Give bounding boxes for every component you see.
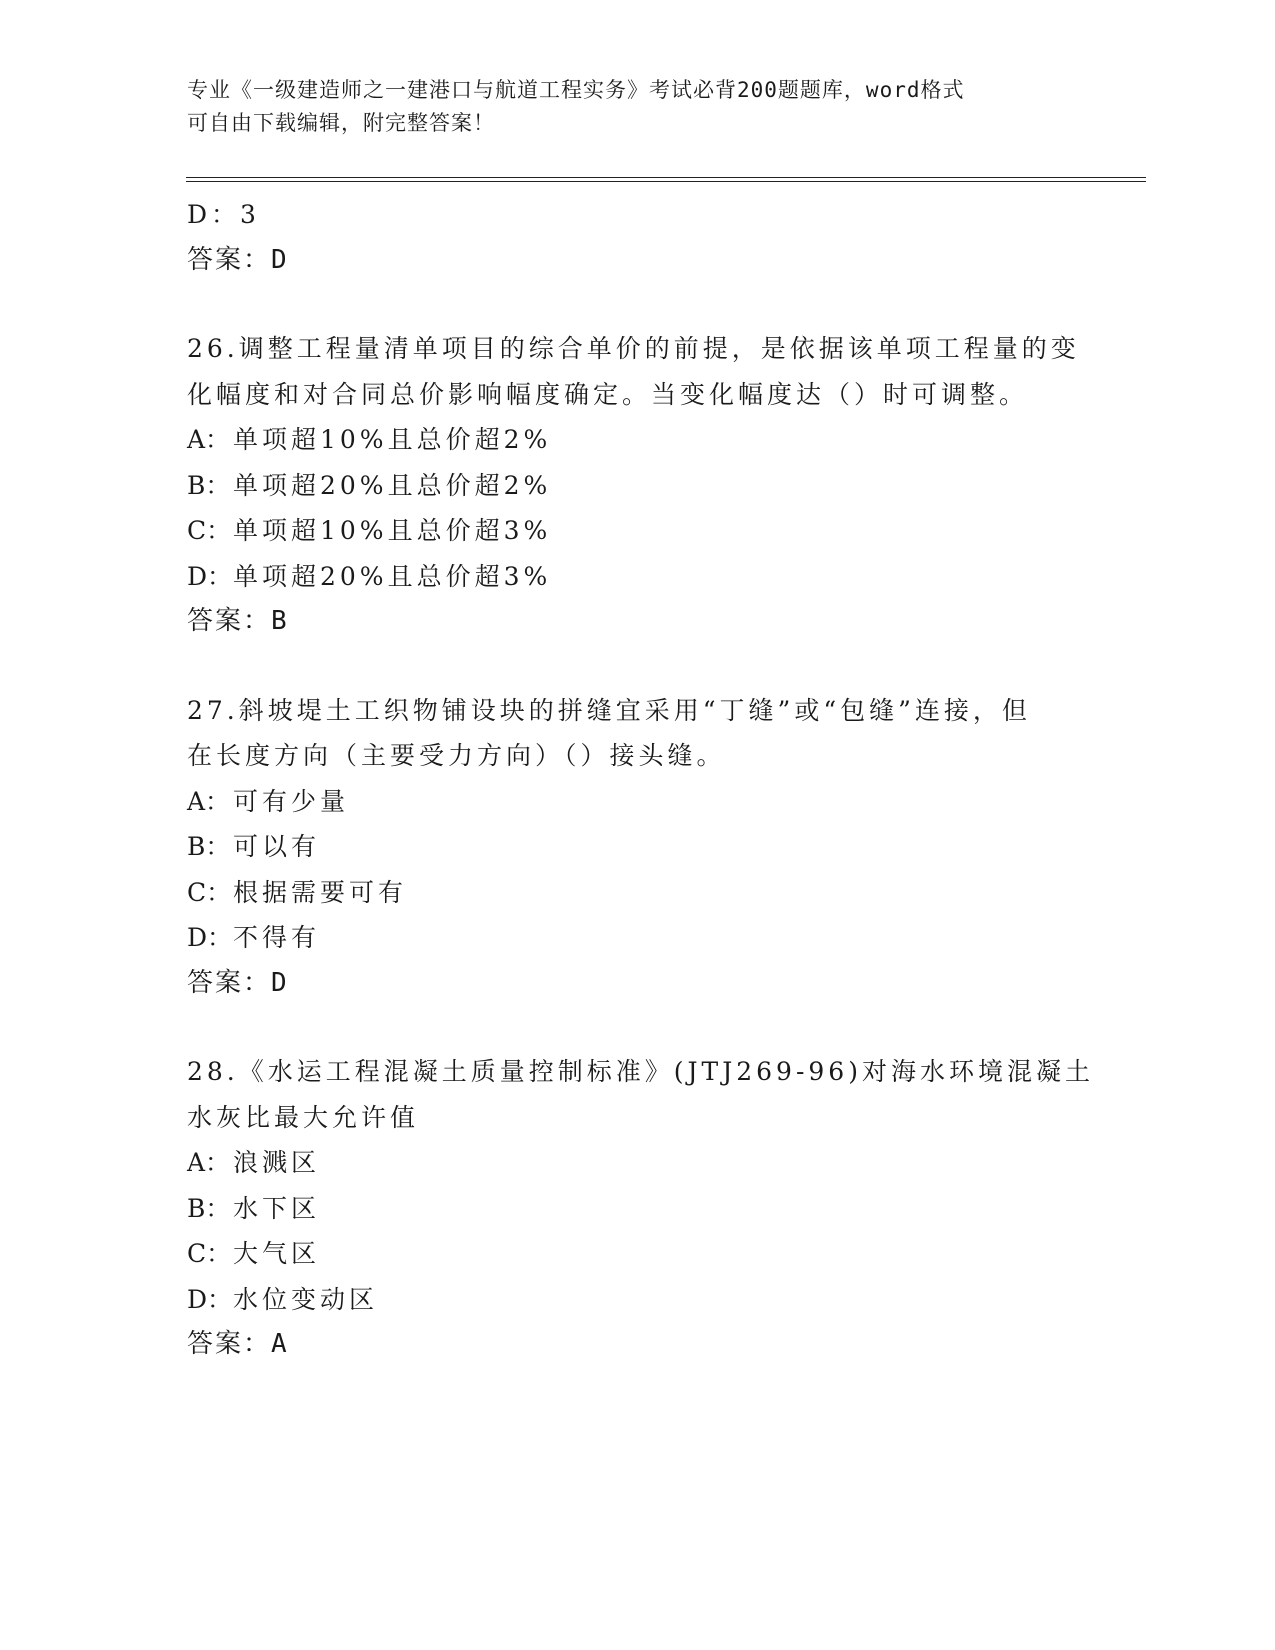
question-text-line-2: 化幅度和对合同总价影响幅度确定。当变化幅度达（）时可调整。 [187,379,1029,409]
option-letter: B： [187,832,231,861]
question-list [187,192,1094,1368]
answer-line: 答案：D [187,967,289,998]
option-a [187,417,1087,463]
question-27 [187,688,1087,1007]
question-text-line-1: 26.调整工程量清单项目的综合单价的前提，是依据该单项工程量的变 [187,334,1080,363]
header-divider [186,177,1146,182]
option-text: 单项超20%且总价超2% [233,470,552,500]
spacer [187,1006,1087,1049]
option-c [187,1231,1087,1277]
answer-line: 答案：A [187,1329,289,1359]
question-text-line-2: 水灰比最大允许值 [187,1102,420,1132]
option-b [187,1186,1087,1232]
option-text: 可以有 [233,832,321,861]
question-text-line-2: 在长度方向（主要受力方向）（）接头缝。 [187,741,726,770]
question-text-line-1: 28.《水运工程混凝土质量控制标准》(JTJ269-96)对海水环境混凝土 [187,1057,1094,1086]
option-text: 水下区 [233,1193,321,1223]
previous-question-option-d: D：3 [187,200,260,229]
option-letter: A： [187,425,231,454]
option-d [187,554,1087,600]
spacer [187,283,1087,326]
spacer [187,645,1087,688]
option-letter: A： [187,1148,231,1177]
option-text: 水位变动区 [233,1284,379,1314]
option-letter: B： [187,1193,231,1223]
question-26 [187,326,1087,645]
option-letter: B： [187,470,231,500]
document-header [187,74,1067,140]
header-title-line-1: 专业《一级建造师之一建港口与航道工程实务》考试必背200题题库，word格式 [187,78,965,102]
answer-line: 答案：B [187,606,289,636]
option-text: 大气区 [233,1239,321,1268]
option-letter: C： [187,516,232,545]
option-letter: C： [187,1239,232,1268]
option-letter: A： [187,786,231,816]
question-text-line-1: 27.斜坡堤土工织物铺设块的拼缝宜采用“丁缝”或“包缝”连接，但 [187,695,1031,725]
question-28 [187,1049,1094,1368]
option-text: 单项超10%且总价超2% [233,425,552,454]
option-d [187,915,1087,961]
option-letter: D： [187,561,233,591]
option-c [187,508,1087,554]
option-c [187,870,1087,916]
option-a [187,1140,1087,1186]
option-letter: C： [187,877,232,907]
option-letter: D： [187,923,233,952]
header-title-line-2: 可自由下载编辑，附完整答案！ [187,111,495,135]
option-text: 不得有 [233,923,321,952]
option-text: 单项超10%且总价超3% [233,516,552,545]
option-text: 根据需要可有 [233,877,408,907]
option-text: 单项超20%且总价超3% [233,561,552,591]
option-text: 可有少量 [233,786,350,816]
option-text: 浪溅区 [233,1148,321,1177]
option-b [187,463,1087,509]
option-a [187,779,1087,825]
previous-question-answer: 答案：D [187,244,289,275]
option-b [187,824,1087,870]
option-d [187,1277,1087,1323]
option-letter: D： [187,1284,233,1314]
